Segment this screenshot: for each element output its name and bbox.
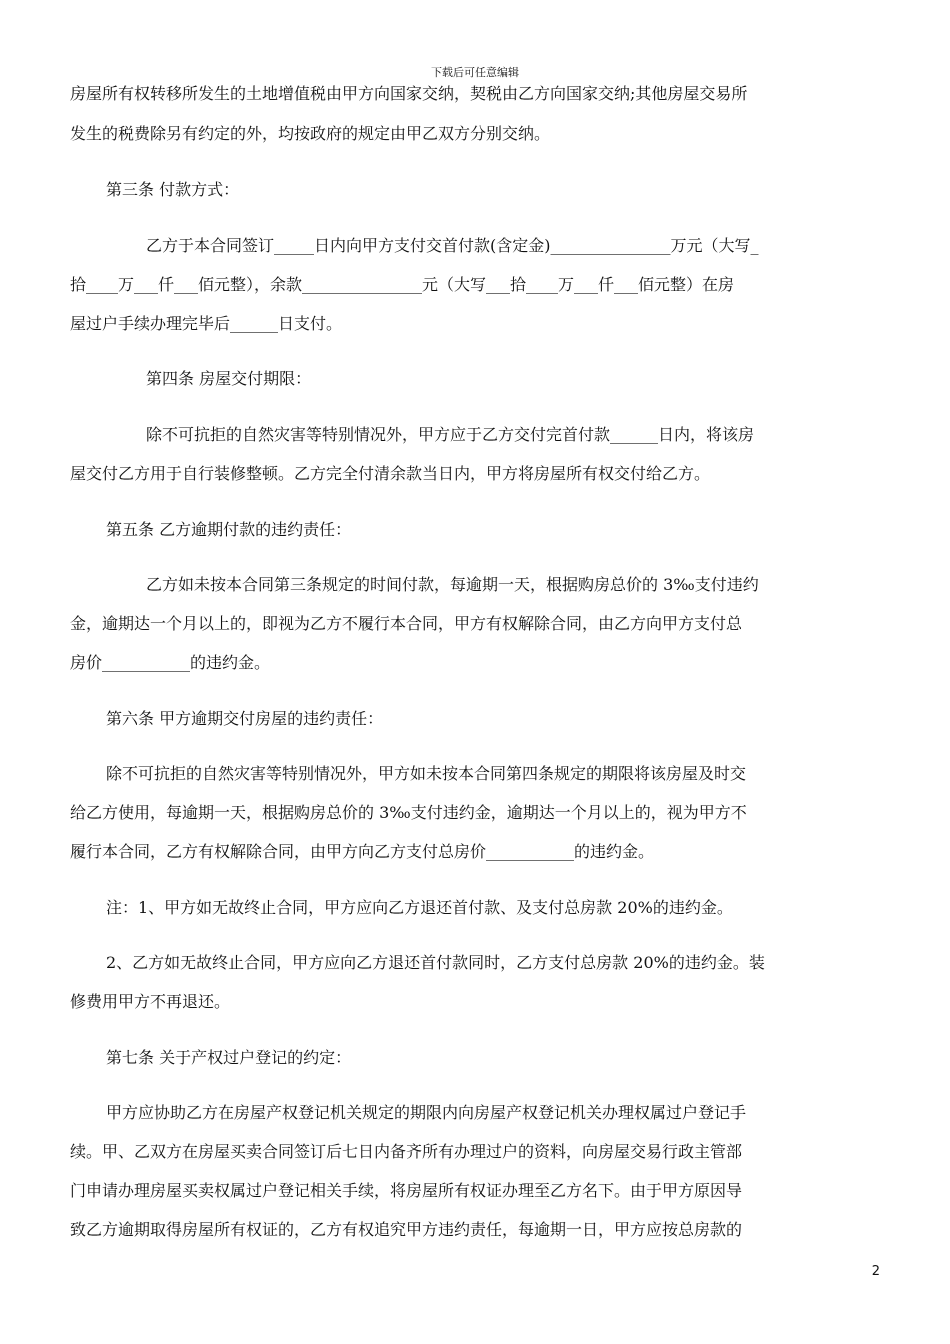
text-line: 屋过户手续办理完毕后______日支付。	[70, 314, 343, 333]
article-heading: 第四条 房屋交付期限：	[146, 369, 312, 388]
text-line: 甲方应协助乙方在房屋产权登记机关规定的期限内向房屋产权登记机关办理权属过户登记手	[106, 1103, 747, 1122]
page-header: 下载后可任意编辑	[431, 66, 519, 79]
text-line: 乙方如未按本合同第三条规定的时间付款，每逾期一天，根据购房总价的 3‰支付违约	[146, 575, 759, 594]
article-heading: 第六条 甲方逾期交付房屋的违约责任：	[106, 709, 384, 728]
text-line: 房屋所有权转移所发生的土地增值税由甲方向国家交纳，契税由乙方向国家交纳;其他房屋交易所	[70, 84, 748, 103]
note-line: 修费用甲方不再退还。	[70, 992, 231, 1011]
text-line: 除不可抗拒的自然灾害等特别情况外，甲方如未按本合同第四条规定的期限将该房屋及时交	[106, 764, 747, 783]
text-line: 致乙方逾期取得房屋所有权证的，乙方有权追究甲方违约责任，每逾期一日，甲方应按总房款的	[70, 1220, 743, 1239]
article-heading: 第七条 关于产权过户登记的约定：	[106, 1048, 352, 1067]
text-line: 门申请办理房屋买卖权属过户登记相关手续，将房屋所有权证办理至乙方名下。由于甲方原因导	[70, 1181, 743, 1200]
text-line: 屋交付乙方用于自行装修整顿。乙方完全付清余款当日内，甲方将房屋所有权交付给乙方。	[70, 464, 711, 483]
text-line: 乙方于本合同签订_____日内向甲方支付交首付款(含定金)_______________万元（大写_	[146, 236, 759, 255]
text-line: 续。甲、乙双方在房屋买卖合同签订后七日内备齐所有办理过户的资料，向房屋交易行政主管部	[70, 1142, 743, 1161]
text-line: 发生的税费除另有约定的外，均按政府的规定由甲乙双方分别交纳。	[70, 124, 551, 143]
text-line: 金，逾期达一个月以上的，即视为乙方不履行本合同，甲方有权解除合同，由乙方向甲方支付总	[70, 614, 743, 633]
text-line: 给乙方使用，每逾期一天，根据购房总价的 3‰支付违约金，逾期达一个月以上的，视为甲方不	[70, 803, 747, 822]
text-line: 除不可抗拒的自然灾害等特别情况外，甲方应于乙方交付完首付款______日内，将该房	[146, 425, 755, 444]
text-line: 拾____万___仟___佰元整），余款_______________元（大写___拾____万___仟___佰元整）在房	[70, 275, 735, 294]
article-heading: 第三条 付款方式：	[106, 180, 240, 199]
text-line: 履行本合同，乙方有权解除合同，由甲方向乙方支付总房价___________的违约金。	[70, 842, 655, 861]
page-number: 2	[871, 1264, 880, 1279]
article-heading: 第五条 乙方逾期付款的违约责任：	[106, 520, 352, 539]
note-line: 注：1、甲方如无故终止合同，甲方应向乙方退还首付款、及支付总房款 20%的违约金。	[106, 898, 733, 917]
note-line: 2、乙方如无故终止合同，甲方应向乙方退还首付款同时，乙方支付总房款 20%的违约金。装	[106, 953, 765, 972]
text-line: 房价___________的违约金。	[70, 653, 271, 672]
